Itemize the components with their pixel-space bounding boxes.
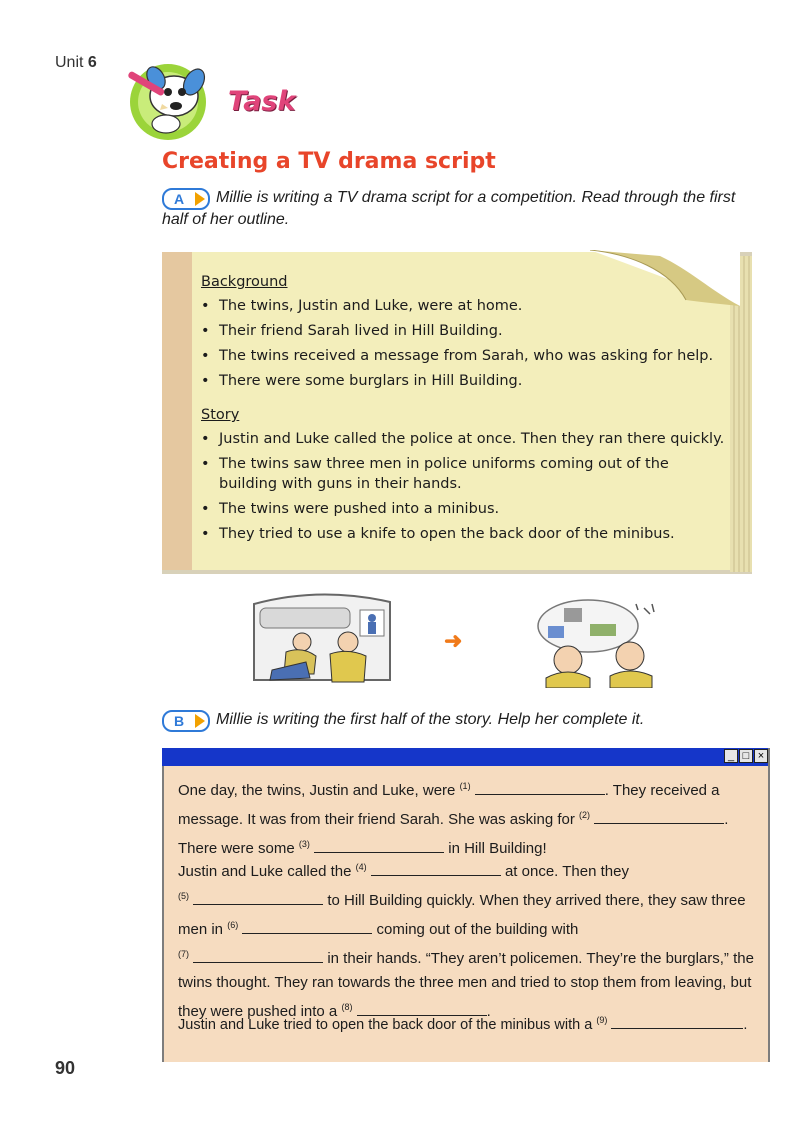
outline-content bbox=[201, 274, 731, 549]
minimize-button[interactable]: _ bbox=[724, 749, 738, 763]
answer-blank-4[interactable] bbox=[371, 861, 501, 876]
background-heading: Background bbox=[201, 274, 288, 290]
story-text: . bbox=[743, 1017, 748, 1033]
story-paragraph-1 bbox=[178, 774, 756, 861]
story-text: . There were some bbox=[178, 811, 729, 857]
blank-number: (3) bbox=[298, 839, 310, 849]
answer-blank-5[interactable] bbox=[193, 890, 323, 905]
background-list bbox=[201, 296, 731, 391]
blank-number: (6) bbox=[227, 920, 239, 930]
section-b-letter: B bbox=[174, 713, 185, 729]
section-a-letter: A bbox=[174, 191, 185, 207]
story-text: One day, the twins, Justin and Luke, were bbox=[178, 782, 456, 799]
task-title: Task bbox=[228, 86, 296, 117]
arrow-right-icon: ➜ bbox=[444, 628, 463, 653]
section-b-badge bbox=[162, 710, 210, 732]
answer-blank-3[interactable] bbox=[314, 838, 444, 853]
list-item: • The twins saw three men in police uniforms coming out of the building with guns in their hands. bbox=[201, 454, 731, 494]
list-item: • There were some burglars in Hill Building. bbox=[201, 371, 731, 391]
page-number: 90 bbox=[55, 1058, 76, 1078]
story-list bbox=[201, 429, 731, 544]
page-heading: Creating a TV drama script bbox=[162, 149, 496, 174]
list-item: • They tried to use a knife to open the back door of the minibus. bbox=[201, 524, 731, 544]
story-heading: Story bbox=[201, 407, 240, 423]
blank-number: (8) bbox=[341, 1002, 353, 1012]
blank-number: (5) bbox=[178, 891, 189, 901]
story-text: . They received a message. It was from their friend Sarah. She was asking for bbox=[178, 782, 720, 828]
story-text: to Hill Building quickly. When they arrived there, they saw three men in bbox=[178, 892, 746, 938]
story-text: Justin and Luke tried to open the back door of the minibus with a bbox=[178, 1017, 593, 1033]
story-text: . bbox=[486, 1003, 491, 1020]
task-dog-icon bbox=[122, 56, 218, 142]
answer-blank-2[interactable] bbox=[594, 809, 724, 824]
unit-label bbox=[55, 54, 97, 72]
list-item: • Justin and Luke called the police at once. Then they ran there quickly. bbox=[201, 429, 731, 449]
answer-blank-1[interactable] bbox=[475, 780, 605, 795]
twins-thinking-illustration bbox=[518, 596, 670, 688]
list-item: • Their friend Sarah lived in Hill Building. bbox=[201, 321, 731, 341]
story-paragraph-3 bbox=[178, 1008, 762, 1037]
blank-number: (9) bbox=[596, 1015, 608, 1025]
unit-word: Unit bbox=[55, 54, 84, 71]
blank-number: (7) bbox=[178, 949, 189, 959]
twins-in-minibus-illustration bbox=[250, 590, 395, 688]
blank-number: (2) bbox=[579, 810, 591, 820]
story-paragraph-2 bbox=[178, 855, 756, 1024]
section-b-instruction: Millie is writing the first half of the story. Help her complete it. bbox=[216, 711, 645, 728]
blank-number: (1) bbox=[459, 781, 471, 791]
answer-blank-9[interactable] bbox=[611, 1014, 743, 1029]
maximize-button[interactable]: □ bbox=[739, 749, 753, 763]
story-text: in their hands. “They aren’t policemen. They’re the burglars,” the twins thought. They ran towards the three men and tried to stop them from leaving, but they were pushed into a bbox=[178, 950, 754, 1020]
answer-blank-7[interactable] bbox=[193, 948, 323, 963]
list-item: • The twins were pushed into a minibus. bbox=[201, 499, 731, 519]
answer-blank-6[interactable] bbox=[242, 919, 372, 934]
section-a-instruction: Millie is writing a TV drama script for a competition. Read through the first half of her outline. bbox=[162, 189, 736, 228]
story-text: at once. Then they bbox=[504, 863, 629, 880]
story-text: in Hill Building! bbox=[448, 840, 547, 857]
story-text: coming out of the building with bbox=[376, 921, 579, 938]
note-binding-strip bbox=[162, 252, 192, 570]
blank-number: (4) bbox=[355, 862, 367, 872]
story-text: Justin and Luke called the bbox=[178, 863, 352, 880]
unit-number: 6 bbox=[87, 54, 97, 71]
close-button[interactable]: × bbox=[754, 749, 768, 763]
play-arrow-icon bbox=[195, 714, 205, 728]
window-title-bar bbox=[162, 748, 768, 766]
window-controls bbox=[724, 749, 768, 763]
list-item: • The twins received a message from Sarah, who was asking for help. bbox=[201, 346, 731, 366]
list-item: • The twins, Justin and Luke, were at home. bbox=[201, 296, 731, 316]
